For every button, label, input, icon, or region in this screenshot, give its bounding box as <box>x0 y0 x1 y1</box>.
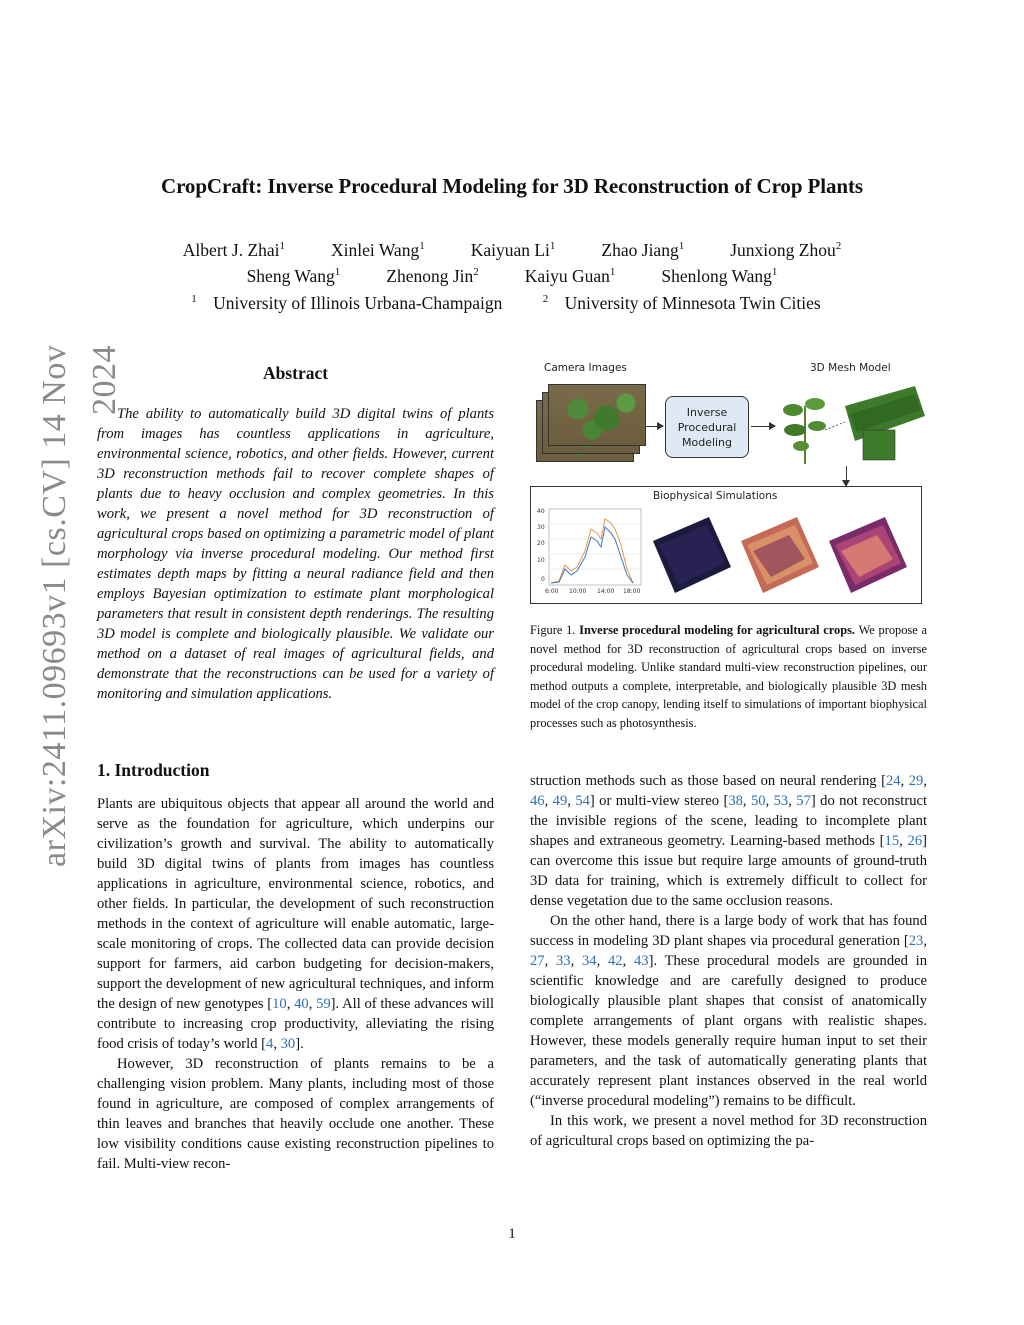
affiliations <box>80 293 944 314</box>
paragraph: Plants are ubiquitous objects that appear all around the world and serve as the foundation for agriculture, which underpins our civilization’s growth and survival. The ability to automatically build 3D digital twins of plants from images has countless applications in agriculture, environmental science, robotics, and other fields. In particular, the development of such reconstruction methods in the context of agriculture will enable automatic, large-scale monitoring of crops. The collected data can provide decision support for farmers, aid carbon budgeting for decision-makers, support the development of new agricultural techniques, and inform the design of new genotypes [10, 40, 59]. All of these advances will contribute to increasing crop productivity, alleviating the rising food crisis of today’s world [4, 30]. <box>97 796 495 1052</box>
citation-link[interactable]: 46 <box>530 793 545 809</box>
simulation-canopy-warm <box>741 517 819 593</box>
y-tick-label: 20 <box>537 540 545 547</box>
arrow-right-icon <box>751 426 775 427</box>
simulation-canopy-magma <box>829 517 907 593</box>
author: Junxiong Zhou$^2$ <box>730 240 842 260</box>
author-row-1 <box>80 240 944 266</box>
y-tick-label: 30 <box>537 524 545 531</box>
citation-link[interactable]: 26 <box>907 833 923 849</box>
paragraph: However, 3D reconstruction of plants remains to be a challenging vision problem. Many plants, including most of those found in agriculture, are composed of complex arrangements of thin leaves and branches that heavily occlude one another. These low visibility conditions cause existing reconstruction pipelines to fail. Multi-view recon- <box>97 1056 494 1172</box>
citation-link[interactable]: 30 <box>280 1036 296 1052</box>
author: Zhao Jiang$^1$ <box>601 240 685 260</box>
x-tick-label: 10:00 <box>569 588 587 595</box>
citation-link[interactable]: 4 <box>266 1036 274 1052</box>
author: Zhenong Jin$^2$ <box>386 266 479 286</box>
author-row-2 <box>80 266 944 292</box>
mesh-model-illustration <box>775 386 925 466</box>
page-number: 1 <box>508 1226 516 1242</box>
paragraph: In this work, we present a novel method for 3D reconstruction of agricultural crops based on optimizing the pa- <box>530 1113 927 1149</box>
citation-link[interactable]: 34 <box>582 953 597 969</box>
camera-images-stack <box>536 380 656 460</box>
introduction-left-column <box>97 794 494 1174</box>
citation-link[interactable]: 23 <box>908 933 924 949</box>
author: Kaiyu Guan$^1$ <box>524 266 616 286</box>
citation-link[interactable]: 10 <box>272 996 287 1012</box>
citation-link[interactable]: 53 <box>773 793 789 809</box>
label-biophysical-simulations: Biophysical Simulations <box>653 490 778 502</box>
citation-link[interactable]: 15 <box>884 833 900 849</box>
paragraph: struction methods such as those based on neural rendering [24, 29, 46, 49, 54] or multi-view stereo [38, 50, 53, 57] do not reconstruct the invisible regions of the scene, leading to incomplete plant shapes and extraneous geometry. Learning-based methods [15, 26] can overcome this issue but require large amounts of ground-truth 3D data for training, which is extremely difficult to collect for dense vegetation due to the same occlusion reasons. <box>530 773 928 909</box>
section-heading-introduction: 1. Introduction <box>97 760 210 780</box>
arrow-right-icon <box>645 426 663 427</box>
y-tick-label: 0 <box>541 576 545 583</box>
simulation-renderings <box>649 511 919 601</box>
canopy-mesh <box>845 386 925 460</box>
inverse-procedural-modeling-box: Inverse Procedural Modeling <box>665 396 749 458</box>
author: Sheng Wang$^1$ <box>246 266 341 286</box>
author: Shenlong Wang$^1$ <box>661 266 778 286</box>
citation-link[interactable]: 33 <box>556 953 571 969</box>
single-plant-mesh <box>783 398 826 464</box>
citation-link[interactable]: 27 <box>530 953 545 969</box>
paragraph: On the other hand, there is a large body of work that has found success in modeling 3D plant shapes via procedural generation [23, 27, 33, 34, 42, 43]. These procedural models are grounded in scientific knowledge and are carefully designed to produce biologically plausible plant shapes that consist of anatomically complete arrangements of plant organs with realistic shapes. However, these models generally require human input to set their parameters, and the task of automatically generating plants that accurately represent plant instances observed in the real world (“inverse procedural modeling”) remains to be difficult. <box>530 913 928 1109</box>
series-line-blue <box>551 527 633 583</box>
y-tick-label: 40 <box>537 508 545 515</box>
citation-link[interactable]: 42 <box>608 953 623 969</box>
arrow-down-icon <box>846 466 847 486</box>
label-camera-images: Camera Images <box>544 362 627 374</box>
photosynthesis-line-chart <box>535 505 645 601</box>
citation-link[interactable]: 50 <box>750 793 766 809</box>
author-list <box>80 240 944 292</box>
figure-1-caption: Figure 1. Inverse procedural modeling for agricultural crops. We propose a novel method for 3D reconstruction of agricultural crops based on inverse procedural modeling. Unlike standard multi-view reconstruction pipelines, our method outputs a complete, interpretable, and biologically plausible 3D mesh model of the crop canopy, lending itself to simulations of important biophysical processes such as photosynthesis. <box>530 623 927 730</box>
abstract-text: The ability to automatically build 3D digital twins of plants from images has countless applications in agriculture, environmental science, robotics, and other fields. However, current 3D reconstruction methods fail to recover complete shapes of plants due to heavy occlusion and complex geometries. In this work, we present a novel method for 3D reconstruction of agricultural crops based on optimizing a parametric model of plant morphology via inverse procedural modeling. Our method first estimates depth maps by fitting a neural radiance field and then employs Bayesian optimization to estimate plant morphological parameters that result in consistent depth renderings. The resulting 3D model is complete and biologically plausible. We validate our method on a dataset of real images of agricultural fields, and demonstrate that the reconstructions can be used for a variety of monitoring and simulation applications. <box>97 406 494 702</box>
citation-link[interactable]: 29 <box>908 773 924 789</box>
author: Albert J. Zhai$^1$ <box>182 240 286 260</box>
author: Kaiyuan Li$^1$ <box>470 240 556 260</box>
y-tick-label: 10 <box>537 557 545 564</box>
x-tick-label: 6:00 <box>545 588 559 595</box>
citation-link[interactable]: 43 <box>634 953 649 969</box>
citation-link[interactable]: 57 <box>796 793 811 809</box>
simulation-canopy-dark <box>653 517 731 593</box>
figure-1 <box>530 356 927 608</box>
biophysical-simulations-panel <box>530 486 922 604</box>
citation-link[interactable]: 59 <box>316 996 331 1012</box>
citation-link[interactable]: 40 <box>294 996 309 1012</box>
abstract-body <box>97 404 494 704</box>
citation-link[interactable]: 49 <box>552 793 568 809</box>
label-3d-mesh-model: 3D Mesh Model <box>810 362 891 374</box>
x-tick-label: 14:00 <box>597 588 615 595</box>
affiliation: $^1$ University of Illinois Urbana-Champaign <box>191 293 503 313</box>
citation-link[interactable]: 54 <box>575 793 590 809</box>
arxiv-identifier: arXiv:2411.09693v1 [cs.CV] 14 Nov 2024 <box>36 345 123 868</box>
paper-title: CropCraft: Inverse Procedural Modeling for 3D Reconstruction of Crop Plants <box>161 174 863 198</box>
citation-link[interactable]: 24 <box>885 773 901 789</box>
x-tick-label: 18:00 <box>623 588 641 595</box>
author: Xinlei Wang$^1$ <box>331 240 425 260</box>
abstract-heading: Abstract <box>262 363 329 383</box>
citation-link[interactable]: 38 <box>728 793 743 809</box>
camera-image <box>548 384 646 446</box>
introduction-right-column <box>530 771 927 1151</box>
affiliation: $^2$ University of Minnesota Twin Cities <box>542 293 821 313</box>
